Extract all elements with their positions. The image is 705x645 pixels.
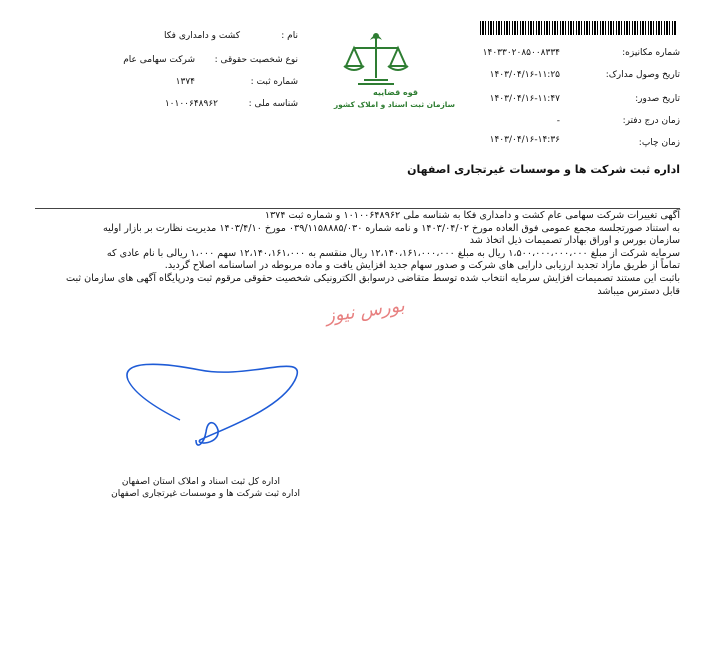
judiciary-branch: قوه قضاییه <box>372 88 418 97</box>
judiciary-logo <box>330 28 460 118</box>
register-time-value: - <box>556 116 560 126</box>
body-line: تماماً از طریق مازاد تجدید ارزیابی دارایی های شرکت و صدور سهام جدید افزایش یافت و ماده مربوطه در اساسنامه اصلاح گردید. <box>164 260 680 272</box>
name-value: کشت و دامداری فکا <box>163 31 240 41</box>
watermark: بورس نیوز <box>324 295 406 327</box>
signature-line-2: اداره ثبت شرکت ها و موسسات غیرتجاری اصفهان <box>111 489 300 499</box>
receipt-date-label: تاریخ وصول مدارک: <box>605 70 680 80</box>
name-label: نام : <box>281 31 298 41</box>
receipt-date-value: ۱۴۰۳/۰۴/۱۶-۱۱:۲۵ <box>489 70 560 80</box>
registration-number-label: شماره ثبت : <box>250 77 298 87</box>
print-time-label: زمان چاپ: <box>638 138 680 148</box>
issue-date-label: تاریخ صدور: <box>635 94 680 104</box>
body-line: سازمان بورس و اوراق بهادار تصمیمات ذیل اتخاذ شد <box>469 235 680 247</box>
body-line: باثبت این مستند تصمیمات افزایش سرمایه انتخاب شده توسط متقاضی درسوابق الکترونیکی شخصیت حقوقی مرقوم ثبت ودرپایگاه آگهی های سازمان ثبت <box>66 272 680 284</box>
body-line: آگهی تغییرات شرکت سهامی عام کشت و دامداری فکا به شناسه ملی ۱۰۱۰۰۶۴۸۹۶۲ و شماره ثبت ۱۳۷۴ <box>264 210 680 221</box>
mechanized-number-value: ۱۴۰۳۳۰۲۰۸۵۰۰۸۳۳۴ <box>482 48 560 58</box>
legal-entity-type-value: شرکت سهامی عام <box>123 55 195 65</box>
body-line: به استناد صورتجلسه مجمع عمومی فوق العاده مورخ ۱۴۰۳/۰۴/۰۲ و نامه شماره ۰۳۹/۱۱۵۸۸۸۵/۰۳۰ مورخ ۱۴۰۳/۴/۱۰ مدیریت نظارت بر بازار اولیه <box>102 222 680 234</box>
handwritten-signature <box>100 340 310 470</box>
barcode <box>480 21 676 35</box>
registration-number-value: ۱۳۷۴ <box>175 77 195 87</box>
mechanized-number-label: شماره مکانیزه: <box>622 48 680 58</box>
body-line: سرمایه شرکت از مبلغ ۱،۵۰۰،۰۰۰،۰۰۰،۰۰۰ ریال به مبلغ ۱۲،۱۴۰،۱۶۱،۰۰۰،۰۰۰ ریال منقسم به ۱۲،۱۴۰،۱۶۱،۰۰۰ سهم ۱،۰۰۰ ریالی با نام عادی که <box>106 247 680 259</box>
announcement-body <box>35 210 680 298</box>
print-time-value: ۱۴۰۳/۰۴/۱۶-۱۴:۳۶ <box>489 135 560 145</box>
divider <box>35 208 680 209</box>
issue-date-value: ۱۴۰۳/۰۴/۱۶-۱۱:۴۷ <box>489 94 560 104</box>
national-id-value: ۱۰۱۰۰۶۴۸۹۶۲ <box>164 99 218 109</box>
page-title: اداره ثبت شرکت ها و موسسات غیرتجاری اصفهان <box>407 163 680 176</box>
organization-name: سازمان ثبت اسناد و املاک کشور <box>333 100 455 109</box>
register-time-label: زمان درج دفتر: <box>622 116 680 126</box>
signature-line-1: اداره کل ثبت اسناد و املاک استان اصفهان <box>121 477 280 487</box>
legal-entity-type-label: نوع شخصیت حقوقی : <box>214 55 298 65</box>
national-id-label: شناسه ملی : <box>248 99 298 109</box>
body-line: قابل دسترس میباشد <box>597 285 680 297</box>
